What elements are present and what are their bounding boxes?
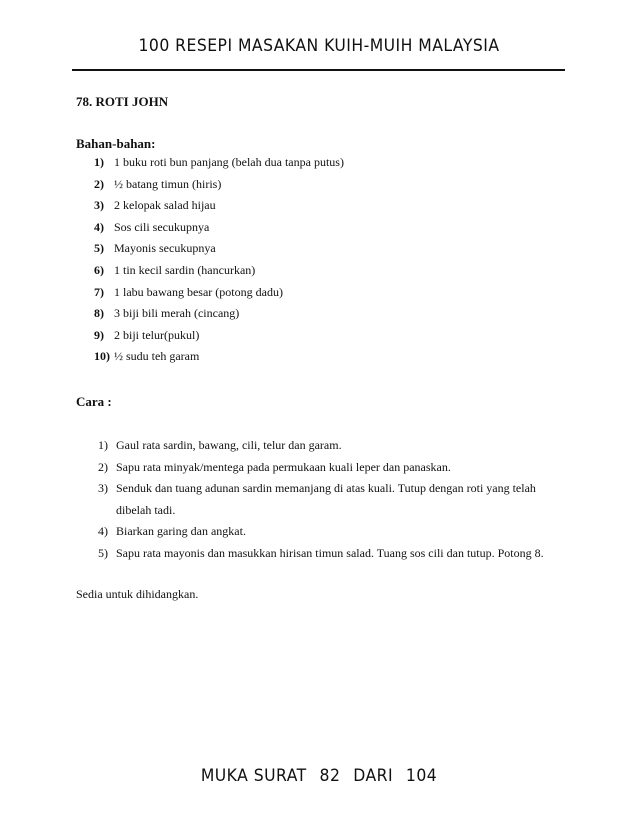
ingredient-item xyxy=(94,197,344,219)
ingredient-number: 1) xyxy=(94,155,104,169)
recipe-title: 78. ROTI JOHN xyxy=(76,94,169,109)
closing-note: Sedia untuk dihidangkan. xyxy=(76,587,199,601)
footer-label: MUKA SURAT xyxy=(200,766,307,786)
ingredient-text: Sos cili secukupnya xyxy=(114,219,210,234)
method-step xyxy=(98,435,568,457)
ingredient-text: 1 tin kecil sardin (hancurkan) xyxy=(114,262,256,277)
ingredient-item xyxy=(94,262,344,284)
ingredient-text: ½ batang timun (hiris) xyxy=(114,176,222,191)
ingredient-number: 3) xyxy=(94,198,104,213)
ingredient-text: 2 kelopak salad hijau xyxy=(114,198,216,213)
ingredient-item xyxy=(94,176,344,198)
ingredient-item xyxy=(94,154,344,176)
ingredient-text: 3 biji bili merah (cincang) xyxy=(114,306,240,321)
footer-of: DARI xyxy=(353,766,394,786)
ingredients-heading: Bahan-bahan: xyxy=(76,136,156,151)
ingredients-list xyxy=(94,154,344,370)
step-number: 2) xyxy=(98,459,108,474)
ingredient-item xyxy=(94,219,344,241)
ingredient-number: 10) xyxy=(94,349,110,364)
ingredient-number: 4) xyxy=(94,219,104,234)
footer-page-number: 82 xyxy=(319,766,341,786)
ingredient-number: 5) xyxy=(94,241,104,256)
footer-total-pages: 104 xyxy=(405,766,438,786)
step-number: 3) xyxy=(98,481,108,496)
step-text: Sapu rata mayonis dan masukkan hirisan timun salad. Tuang sos cili dan tutup. Potong 8. xyxy=(116,545,544,560)
ingredient-text: 1 labu bawang besar (potong dadu) xyxy=(114,284,283,299)
ingredient-number: 2) xyxy=(94,176,104,191)
step-text: Gaul rata sardin, bawang, cili, telur dan garam. xyxy=(116,438,342,452)
page-header: 100 RESEPI MASAKAN KUIH-MUIH MALAYSIA xyxy=(138,36,500,56)
ingredient-item xyxy=(94,284,344,306)
step-number: 4) xyxy=(98,524,108,539)
ingredient-item xyxy=(94,305,344,327)
header-divider xyxy=(72,69,565,71)
method-step xyxy=(98,543,568,565)
ingredient-number: 9) xyxy=(94,327,104,342)
step-number: 1) xyxy=(98,438,108,452)
ingredient-number: 8) xyxy=(94,306,104,321)
step-text: Senduk dan tuang adunan sardin memanjang di atas kuali. Tutup dengan roti yang telah dibelah tadi. xyxy=(116,481,536,517)
method-step xyxy=(98,478,568,521)
ingredient-text: ½ sudu teh garam xyxy=(114,349,200,364)
ingredient-text: Mayonis secukupnya xyxy=(114,241,216,256)
ingredient-item xyxy=(94,348,344,370)
ingredient-number: 6) xyxy=(94,262,104,277)
ingredient-item xyxy=(94,327,344,349)
method-heading: Cara : xyxy=(76,394,112,409)
method-steps xyxy=(98,435,568,565)
ingredient-item xyxy=(94,240,344,262)
step-number: 5) xyxy=(98,545,108,560)
page-footer xyxy=(26,766,613,786)
ingredient-text: 2 biji telur(pukul) xyxy=(114,327,200,342)
ingredient-text: 1 buku roti bun panjang (belah dua tanpa putus) xyxy=(114,155,344,169)
ingredient-number: 7) xyxy=(94,284,104,299)
step-text: Biarkan garing dan angkat. xyxy=(116,524,246,539)
step-text: Sapu rata minyak/mentega pada permukaan kuali leper dan panaskan. xyxy=(116,459,451,474)
method-step xyxy=(98,521,568,543)
method-step xyxy=(98,457,568,479)
